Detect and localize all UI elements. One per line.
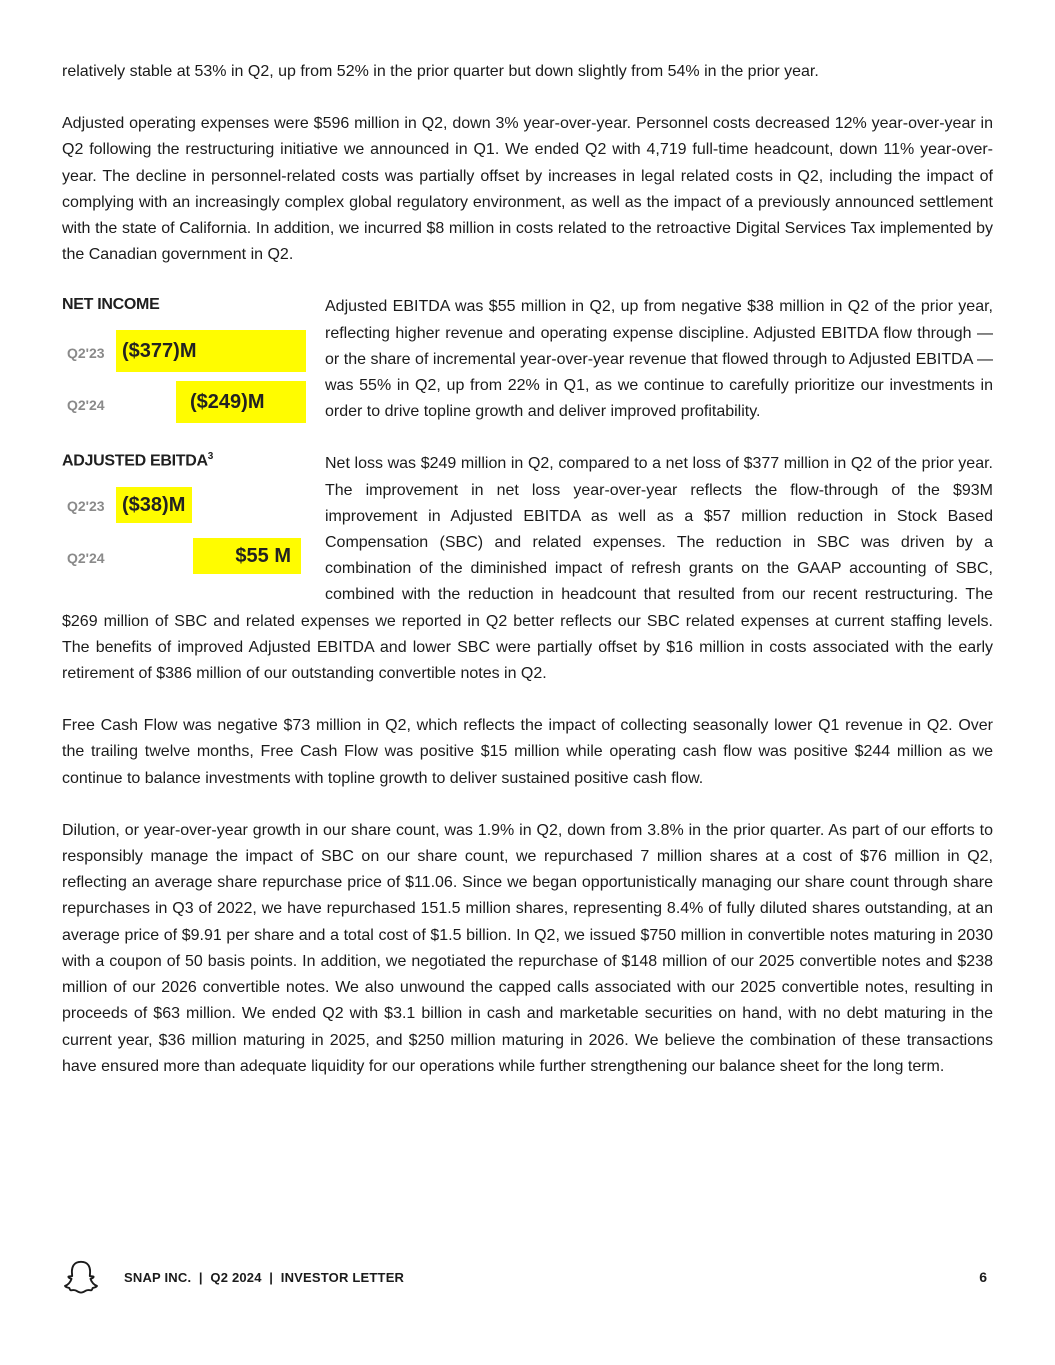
footer-period: Q2 2024: [210, 1269, 262, 1285]
paragraph-adjusted-ebitda: Adjusted EBITDA was $55 million in Q2, up from negative $38 million in Q2 of the prior year, reflecting higher revenue and operating expense discipline. Adjusted EBITDA flow through — or the share of incremental year-over-year revenue that flowed through to Adjusted EBITDA — was 55% in Q2, up from 22% in Q1, as we continue to carefully prioritize our investments in order to drive topline growth and deliver improved profitability.: [325, 298, 993, 421]
ebitda-q223-value: ($38)M: [122, 493, 186, 516]
ebitda-q224-value: $55 M: [235, 544, 291, 567]
adjusted-ebitda-title: [62, 451, 213, 470]
paragraph-dilution: Dilution, or year-over-year growth in our share count, was 1.9% in Q2, down from 3.8% in the prior quarter. As part of our efforts to responsibly manage the impact of SBC on our share count, we repurchased 7 million shares at a cost of $76 million in Q2, reflecting an average share repurchase price of $11.06. Since we began opportunistically managing our share count through share repurchases in Q3 of 2022, we have repurchased 151.5 million shares, representing 8.4% of fully diluted shares outstanding, at an average price of $9.91 per share and a total cost of $1.5 billion. In Q2, we issued $750 million in convertible notes maturing in 2030 with a coupon of 50 basis points. In addition, we negotiated the repurchase of $148 million of our 2025 convertible notes and $238 million of our 2026 convertible notes. We also unwound the capped calls associated with our 2025 convertible notes, resulting in proceeds of $63 million. We ended Q2 with $3.1 billion in cash and marketable securities on hand, with no debt maturing in the current year, $36 million maturing in 2025, and $250 million maturing in 2026. We believe the combination of these transactions have ensured more than adequate liquidity for our operations while further strengthening our balance sheet for the long term.: [62, 821, 993, 1075]
snapchat-ghost-icon: [62, 1258, 100, 1296]
ebitda-q223-label: Q2'23: [67, 498, 105, 515]
net-income-q224-value: ($249)M: [190, 390, 265, 413]
ebitda-q224-label: Q2'24: [67, 550, 105, 567]
footer-separator: |: [269, 1269, 274, 1285]
footer-doc: INVESTOR LETTER: [280, 1269, 405, 1285]
footnote-marker: 3: [207, 451, 214, 463]
footer-separator: |: [198, 1269, 203, 1285]
page-number: 6: [979, 1269, 987, 1285]
page-footer: [62, 1258, 993, 1296]
footer-company: SNAP INC.: [124, 1269, 192, 1285]
ebitda-q224-bar: [193, 538, 301, 574]
paragraph-operating-expenses: Adjusted operating expenses were $596 million in Q2, down 3% year-over-year. Personnel costs decreased 12% year-over-year in Q2 following the restructuring initiative we announced in Q1. We ended Q2 with 4,719 full-time headcount, down 11% year-over-year. The decline in personnel-related costs was partially offset by increases in legal related costs in Q2, including the impact of complying with an increasingly complex global regulatory environment, as well as the impact of a previously announced settlement with the state of California. In addition, we incurred $8 million in costs related to the retroactive Digital Services Tax implemented by the Canadian government in Q2.: [62, 115, 993, 264]
net-income-q223-label: Q2'23: [67, 345, 105, 362]
net-income-ebitda-figure: [62, 294, 307, 594]
net-income-title: NET INCOME: [62, 296, 160, 314]
adjusted-ebitda-title-text: ADJUSTED EBITDA: [62, 452, 208, 470]
ebitda-q223-bar: [116, 487, 192, 523]
net-income-q224-bar: [176, 381, 306, 423]
page-body: [62, 59, 993, 1080]
net-income-q224-label: Q2'24: [67, 397, 105, 414]
paragraph-net-loss: Net loss was $249 million in Q2, compared to a net loss of $377 million in Q2 of the prior year. The improvement in net loss year-over-year reflects the flow-through of the $93M improvement in Adjusted EBITDA as well as a $57 million reduction in Stock Based Compensation (SBC) and related expenses. The reduction in SBC was driven by a combination of the diminished impact of refresh grants on the GAAP accounting of SBC, combined with the reduction in headcount that resulted from our recent restructuring. The $269 million of SBC and related expenses we reported in Q2 better reflects our SBC related expenses at current staffing levels. The benefits of improved Adjusted EBITDA and lower SBC were partially offset by $16 million in costs associated with the early retirement of $386 million of our outstanding convertible notes in Q2.: [62, 455, 993, 683]
net-income-q223-bar: [116, 330, 306, 372]
net-income-q223-value: ($377)M: [122, 339, 197, 362]
paragraph-free-cash-flow: Free Cash Flow was negative $73 million in Q2, which reflects the impact of collecting seasonally lower Q1 revenue in Q2. Over the trailing twelve months, Free Cash Flow was positive $15 million while operating cash flow was positive $244 million as we continue to balance investments with topline growth to deliver sustained positive cash flow.: [62, 717, 993, 787]
footer-title: [124, 1270, 404, 1285]
paragraph-gross-margin: relatively stable at 53% in Q2, up from 52% in the prior quarter but down slightly from 54% in the prior year.: [62, 63, 819, 80]
